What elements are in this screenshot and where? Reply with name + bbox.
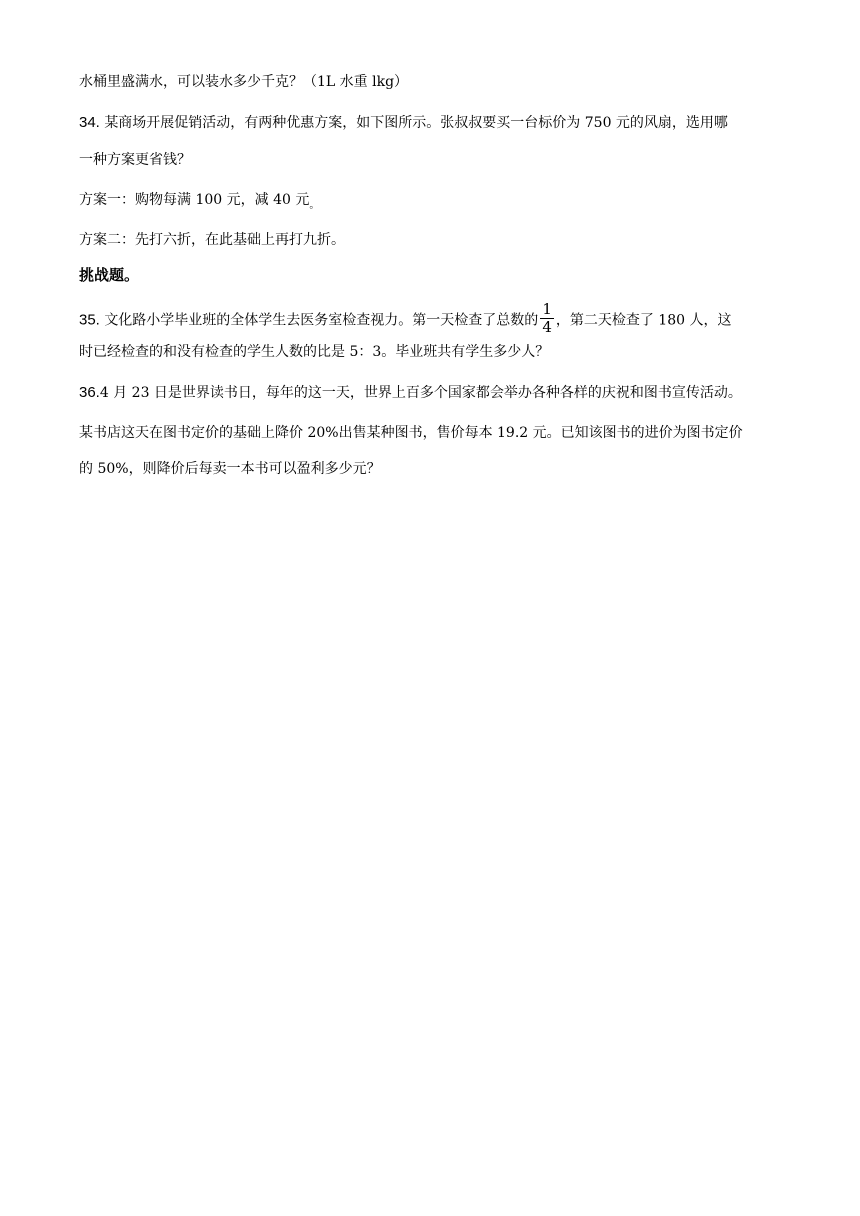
q36-line-1 [79, 383, 742, 403]
q36-line-2 [79, 423, 743, 443]
q34-plan-2 [79, 230, 345, 250]
q36-line-3 [79, 459, 381, 479]
section-heading: 挑战题。 [79, 266, 140, 284]
q35-text-1a: 文化路小学毕业班的全体学生去医务室检查视力。第一天检查了总数的 [104, 312, 539, 329]
q34-line-2 [79, 150, 191, 170]
q36-text-1: 4 月 23 日是世界读书日，每年的这一天，世界上百多个国家都会举办各种各样的庆祝和图书宣传活动。 [99, 385, 742, 401]
q36-text-3: 的 50%，则降价后每卖一本书可以盈利多少元？ [79, 461, 381, 477]
fraction-denominator: 4 [542, 318, 552, 336]
q36-number: 36. [79, 384, 100, 401]
q35-number: 35. [79, 311, 100, 329]
q34-text-1: 某商场开展促销活动，有两种优惠方案，如下图所示。张叔叔要买一台标价为 750 元的风扇，选用哪 [104, 115, 728, 131]
q35-line-2 [79, 342, 549, 362]
question-33-tail [79, 72, 408, 92]
q35-text-2: 时已经检查的和没有检查的学生人数的比是 5：3。毕业班共有学生多少人？ [79, 344, 550, 360]
q34-number: 34. [79, 114, 100, 131]
q34-plan-2-text: 方案二：先打六折，在此基础上再打九折。 [79, 232, 345, 248]
q36-text-2: 某书店这天在图书定价的基础上降价 20%出售某种图书，售价每本 19.2 元。已知该图书的进价为图书定价 [79, 425, 743, 441]
q34-plan-1-tail: 。 [309, 200, 320, 211]
q34-plan-1 [79, 190, 319, 212]
fraction-one-quarter [540, 301, 554, 336]
fraction-numerator: 1 [542, 300, 552, 318]
q35-line-1 [79, 300, 732, 338]
q34-text-2: 一种方案更省钱？ [79, 152, 191, 168]
q33-text: 水桶里盛满水，可以装水多少千克？（1L 水重 lkg） [79, 74, 409, 90]
q34-plan-1-text: 方案一：购物每满 100 元，减 40 元 [79, 192, 310, 208]
q34-line-1 [79, 113, 728, 133]
q35-text-1b: ，第二天检查了 180 人，这 [555, 312, 732, 329]
